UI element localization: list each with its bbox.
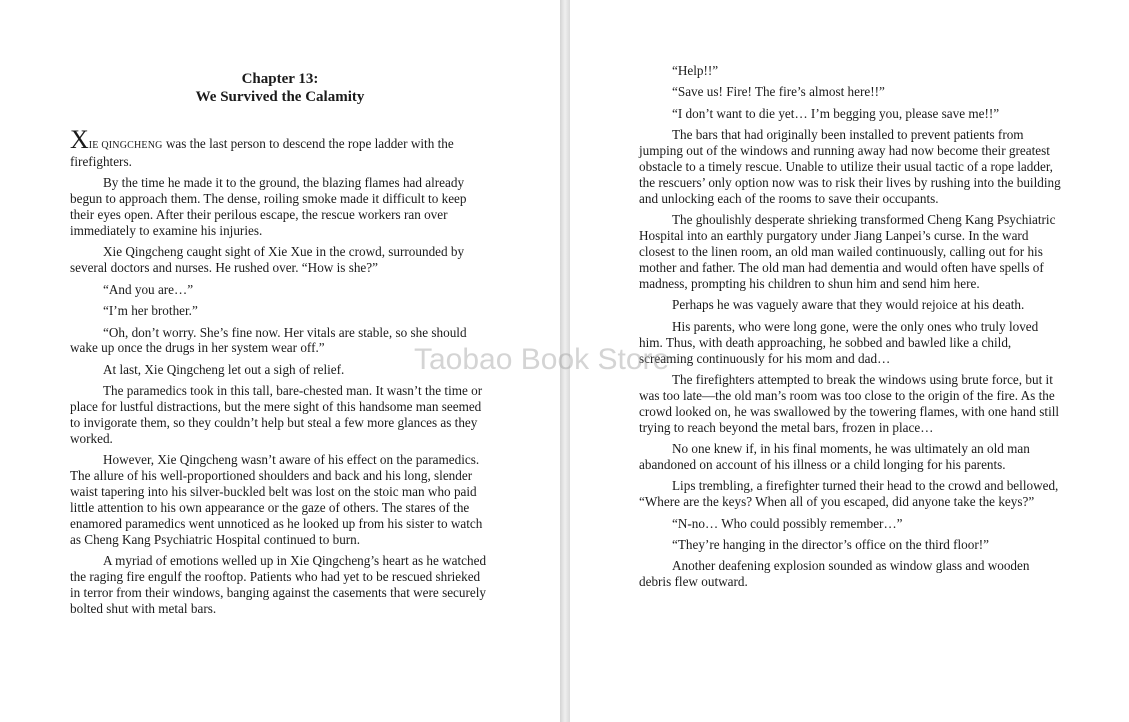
paragraph: Perhaps he was vaguely aware that they would rejoice at his death. <box>672 297 1025 313</box>
paragraph: The paramedics took in this tall, bare-chested man. It wasn’t the time or place for lustful distractions, but the mere sight of this handsome man seemed to invigorate them, so they couldn’t help but steal a few more glances as they worked. <box>70 383 483 446</box>
paragraph: “They’re hanging in the director’s office on the third floor!” <box>672 537 989 553</box>
paragraph: “I don’t want to die yet… I’m begging you, please save me!!” <box>672 105 1000 121</box>
paragraph: By the time he made it to the ground, the blazing flames had already begun to approach them. The dense, roiling smoke made it difficult to keep their eyes open. After their perilous escape, the rescue workers ran over immediately to examine his injuries. <box>70 175 467 239</box>
paragraph: The firefighters attempted to break the windows using brute force, but it was too late—the old man’s room was too close to the origin of the fire. As the crowd looked on, he was swallowed by the towering flames, with one hand still trying to reach beyond the metal bars, frozen in place… <box>639 371 1060 435</box>
paragraph: The ghoulishly desperate shrieking transformed Cheng Kang Psychiatric Hospital into an earthly purgatory under Jiang Lanpei’s curse. In the ward closest to the linen room, an old man wailed continuously, calling out for his mother and father. The old man had dementia and would often have spells of madness, prompting his children to shun him and send him here. <box>639 212 1056 291</box>
paragraph: Another deafening explosion sounded as window glass and wooden debris flew outward. <box>639 558 1030 590</box>
opening-paragraph-rest: was the last person to descend the rope ladder with the firefighters. <box>70 136 454 169</box>
chapter-label: Chapter 13: <box>241 71 319 87</box>
paragraph: A myriad of emotions welled up in Xie Qingcheng’s heart as he watched the raging fire engulf the rooftop. Patients who had yet to be rescued shrieked in terror from their windows, banging against the casements that were securely bolted shut with metal bars. <box>70 553 487 617</box>
paragraph: Xie Qingcheng caught sight of Xie Xue in the crowd, surrounded by several doctors and nurses. He rushed over. “How is she?” <box>70 244 465 276</box>
paragraph: Lips trembling, a firefighter turned their head to the crowd and bellowed, “Where are the keys? When all of you escaped, did anyone take the keys?” <box>639 478 1059 510</box>
drop-cap-initial: X <box>70 125 89 154</box>
right-page <box>570 0 1129 722</box>
chapter-subtitle: We Survived the Calamity <box>195 89 365 105</box>
watermark-text: Taobao Book Store <box>414 343 670 376</box>
paragraph: “Oh, don’t worry. She’s fine now. Her vitals are stable, so she should wake up once the drugs in her system wear off.” <box>70 324 467 356</box>
opening-paragraph <box>70 125 490 170</box>
drop-cap-smallcaps: IE QINGCHENG <box>88 140 163 151</box>
paragraph: The bars that had originally been installed to prevent patients from jumping out of the windows and running away had now become their greatest obstacle to a timely rescue. Unable to utilize their usual tactic of a rope ladder, the rescuers’ only option now was to risk their lives by rushing into the building and unlocking each of the rooms to save their occupants. <box>639 127 1061 206</box>
left-page <box>0 0 560 722</box>
paragraph: His parents, who were long gone, were the only ones who truly loved him. Thus, with death approaching, he sobbed and bawled like a child, screaming continuously for his mom and dad… <box>639 318 1039 366</box>
paragraph: “And you are…” <box>103 281 194 297</box>
chapter-heading <box>70 70 490 106</box>
paragraph: “Help!!” <box>672 63 719 78</box>
page-gutter <box>560 0 570 722</box>
right-page-text <box>639 63 1062 596</box>
paragraph: “Save us! Fire! The fire’s almost here!!” <box>672 84 885 100</box>
paragraph: At last, Xie Qingcheng let out a sigh of relief. <box>103 361 345 377</box>
left-page-text <box>70 70 490 622</box>
paragraph: “I’m her brother.” <box>103 303 198 319</box>
paragraph: No one knew if, in his final moments, he was ultimately an old man abandoned on account of his illness or a child longing for his parents. <box>639 441 1030 472</box>
paragraph: “N-no… Who could possibly remember…” <box>672 515 903 531</box>
paragraph: However, Xie Qingcheng wasn’t aware of his effect on the paramedics. The allure of his well-proportioned shoulders and back and his long, slender waist tapering into his silver-buckled belt was lost on the stoic man who paid little attention to his own appearance or the gaze of others. The stares of the enamored paramedics went unnoticed as he looked up from his sister to watch as Cheng Kang Psychiatric Hospital continued to burn. <box>70 452 483 547</box>
